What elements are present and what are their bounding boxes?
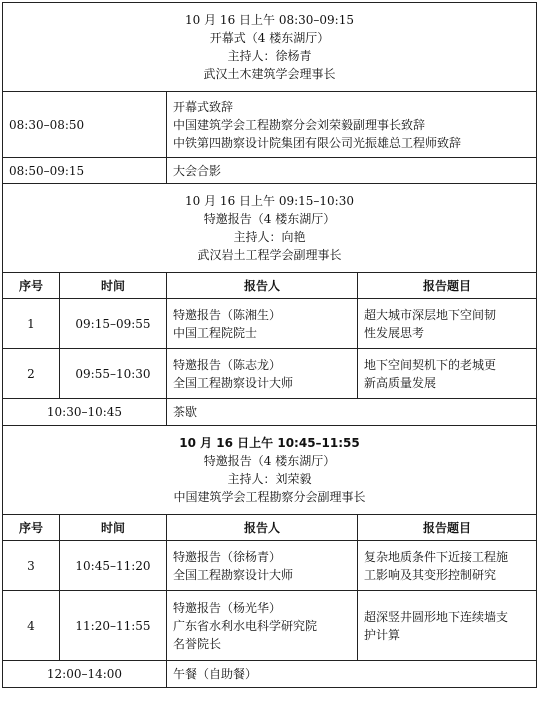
row-time: 09:55–10:30 — [60, 349, 167, 399]
row-no: 2 — [3, 349, 60, 399]
session2-column-headers — [3, 273, 537, 299]
speaker-line: 特邀报告（徐杨青） — [173, 549, 282, 564]
speaker-line: 广东省水利水电科学研究院 — [173, 618, 318, 633]
topic-line: 护计算 — [364, 627, 401, 642]
opening-speech: 开幕式致辞 — [173, 99, 234, 114]
speaker-line: 特邀报告（杨光华） — [173, 600, 282, 615]
lunch-label: 午餐（自助餐） — [167, 661, 537, 688]
table-row — [3, 299, 537, 349]
session2-header — [3, 184, 537, 273]
speaker-line: 全国工程勘察设计大师 — [173, 375, 294, 390]
header-time: 时间 — [60, 515, 167, 541]
session3-host-title: 中国建筑学会工程勘察分会副理事长 — [173, 490, 366, 504]
session3-host: 主持人：刘荣毅 — [227, 472, 312, 486]
topic-line: 地下空间契机下的老城更 — [364, 357, 497, 372]
session2-host: 主持人：向艳 — [233, 230, 306, 244]
topic-line: 复杂地质条件下近接工程施 — [364, 549, 509, 564]
header-topic: 报告题目 — [358, 515, 537, 541]
table-row — [3, 591, 537, 661]
schedule-table — [2, 2, 537, 688]
session3-title: 特邀报告（4 楼东湖厅） — [203, 454, 336, 468]
speaker-line: 名誉院长 — [173, 636, 222, 651]
header-topic: 报告题目 — [358, 273, 537, 299]
session1-header — [3, 3, 537, 92]
break-label: 茶歇 — [167, 399, 537, 426]
row-no: 3 — [3, 541, 60, 591]
break-row — [3, 399, 537, 426]
lunch-time: 12:00–14:00 — [3, 661, 167, 688]
lunch-row — [3, 661, 537, 688]
opening-speech-2: 中铁第四勘察设计院集团有限公司光振雄总工程师致辞 — [173, 135, 462, 150]
group-photo: 大会合影 — [167, 158, 537, 184]
topic-line: 超大城市深层地下空间韧 — [364, 307, 497, 322]
topic-line: 超深竖井圆形地下连续墙支 — [364, 609, 509, 624]
break-time: 10:30–10:45 — [3, 399, 167, 426]
speaker-line: 中国工程院院士 — [173, 325, 258, 340]
row-time: 09:15–09:55 — [60, 299, 167, 349]
row-time: 10:45–11:20 — [60, 541, 167, 591]
header-speaker: 报告人 — [167, 515, 358, 541]
session1-row-photo — [3, 158, 537, 184]
row-no: 1 — [3, 299, 60, 349]
speaker-line: 特邀报告（陈湘生） — [173, 307, 282, 322]
row-time: 11:20–11:55 — [60, 591, 167, 661]
topic-line: 工影响及其变形控制研究 — [364, 567, 497, 582]
speaker-line: 特邀报告（陈志龙） — [173, 357, 282, 372]
session3-date: 10 月 16 日上午 10:45–11:55 — [179, 436, 360, 450]
time-cell: 08:50–09:15 — [3, 158, 167, 184]
session1-title: 开幕式（4 楼东湖厅） — [209, 31, 330, 45]
topic-line: 性发展思考 — [364, 325, 425, 340]
session3-header — [3, 426, 537, 515]
row-no: 4 — [3, 591, 60, 661]
header-no: 序号 — [3, 515, 60, 541]
session3-column-headers — [3, 515, 537, 541]
header-speaker: 报告人 — [167, 273, 358, 299]
speaker-line: 全国工程勘察设计大师 — [173, 567, 294, 582]
time-cell: 08:30–08:50 — [3, 92, 167, 158]
session1-date: 10 月 16 日上午 08:30–09:15 — [185, 13, 354, 27]
table-row — [3, 349, 537, 399]
table-row — [3, 541, 537, 591]
session2-title: 特邀报告（4 楼东湖厅） — [203, 212, 336, 226]
header-no: 序号 — [3, 273, 60, 299]
session2-host-title: 武汉岩土工程学会副理事长 — [197, 248, 342, 262]
header-time: 时间 — [60, 273, 167, 299]
session1-host-title: 武汉土木建筑学会理事长 — [203, 67, 336, 81]
session1-host: 主持人：徐杨青 — [227, 49, 312, 63]
session2-date: 10 月 16 日上午 09:15–10:30 — [185, 194, 354, 208]
topic-line: 新高质量发展 — [364, 375, 437, 390]
session1-row-opening — [3, 92, 537, 158]
opening-speech-1: 中国建筑学会工程勘察分会刘荣毅副理事长致辞 — [173, 117, 426, 132]
